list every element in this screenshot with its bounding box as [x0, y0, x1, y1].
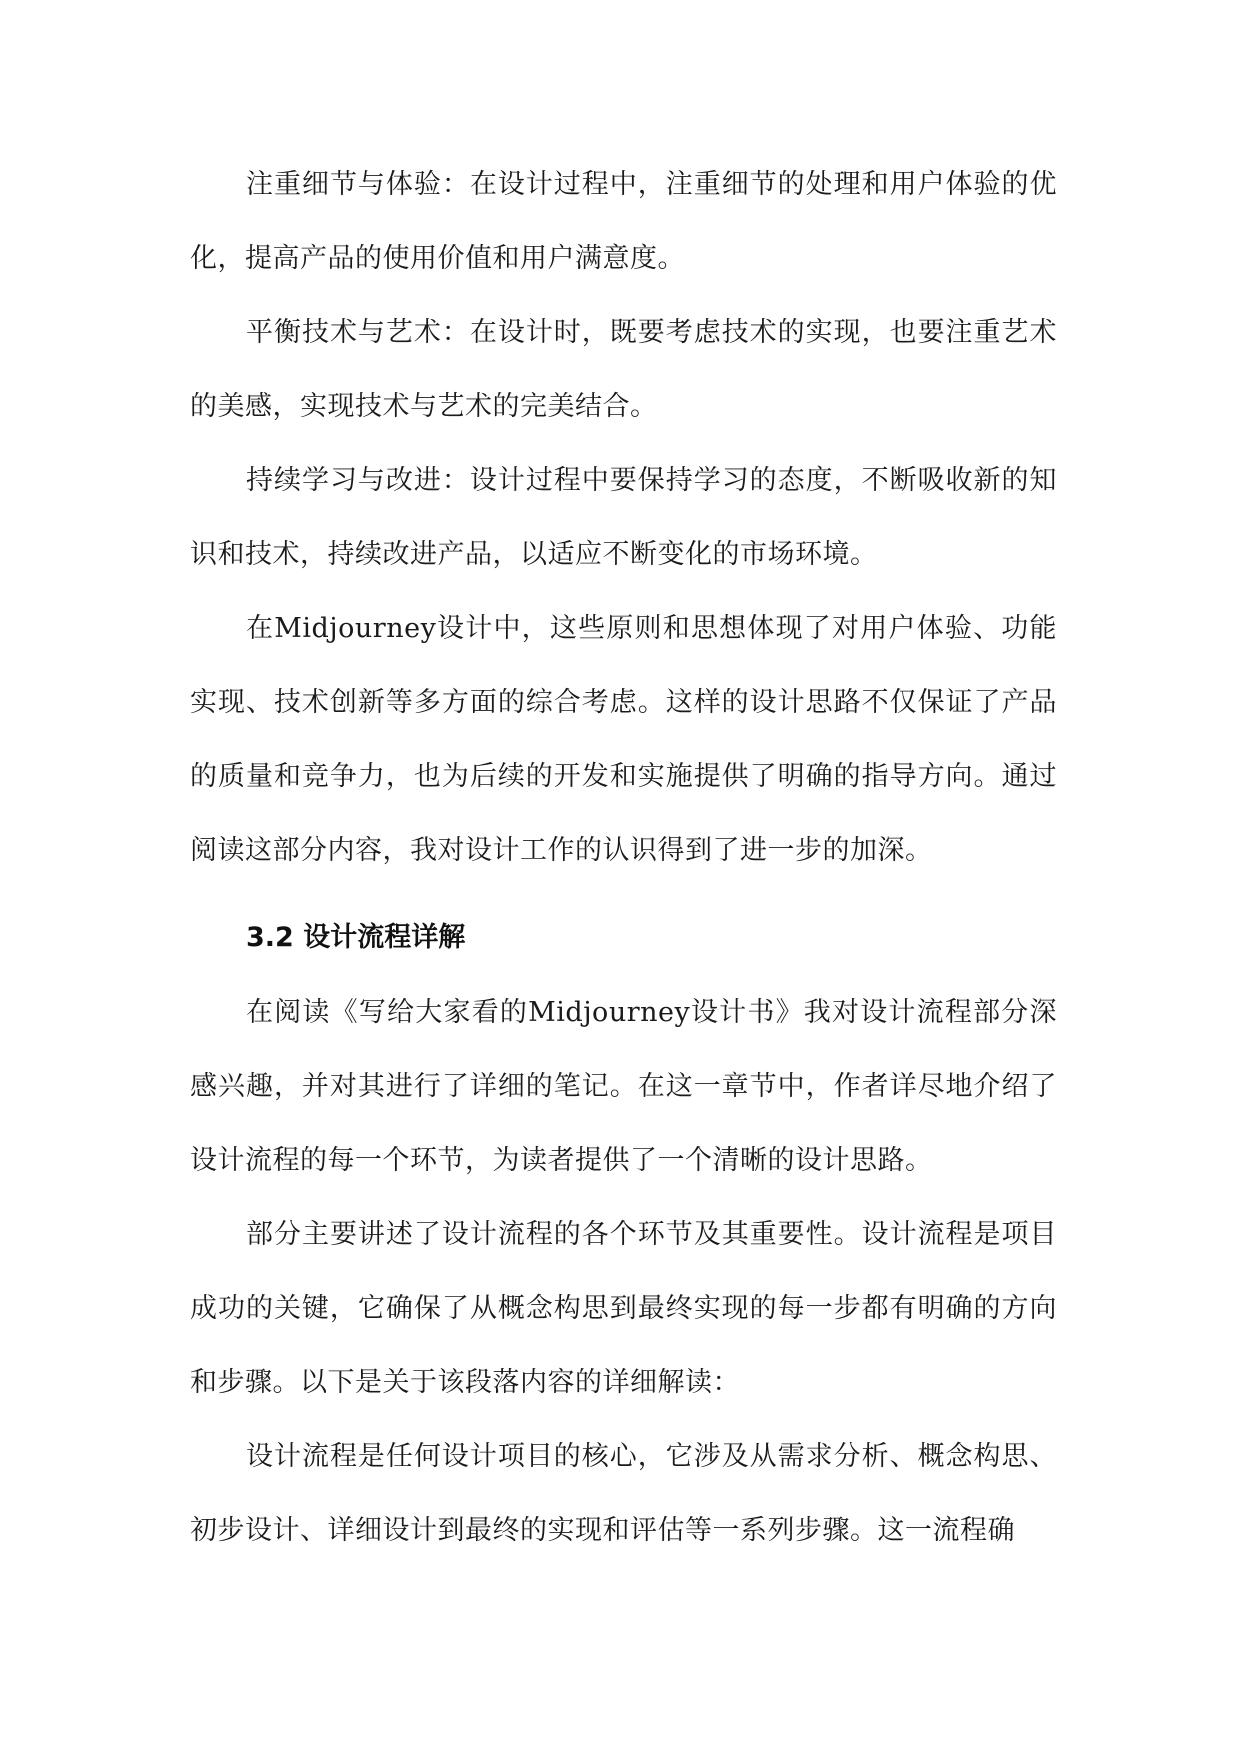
- section-heading: 3.2 设计流程详解: [246, 922, 466, 953]
- paragraph-process-core: 设计流程是任何设计项目的核心，它涉及从需求分析、概念构思、初步设计、详细设计到最终的实现和评估等一系列步骤。这一流程确: [190, 1441, 1057, 1546]
- paragraph-tech-art: 平衡技术与艺术：在设计时，既要考虑技术的实现，也要注重艺术的美感，实现技术与艺术的完美结合。: [190, 317, 1057, 422]
- paragraph-reading-notes: 在阅读《写给大家看的Midjourney设计书》我对设计流程部分深感兴趣，并对其进行了详细的笔记。在这一章节中，作者详尽地介绍了设计流程的每一个环节，为读者提供了一个清晰的设计思路。: [190, 997, 1057, 1176]
- paragraph-detail-experience: 注重细节与体验：在设计过程中，注重细节的处理和用户体验的优化，提高产品的使用价值和用户满意度。: [190, 169, 1057, 274]
- paragraph-continuous-learning: 持续学习与改进：设计过程中要保持学习的态度，不断吸收新的知识和技术，持续改进产品，以适应不断变化的市场环境。: [190, 465, 1057, 570]
- document-body: [190, 148, 1057, 1568]
- paragraph-process-importance: 部分主要讲述了设计流程的各个环节及其重要性。设计流程是项目成功的关键，它确保了从概念构思到最终实现的每一步都有明确的方向和步骤。以下是关于该段落内容的详细解读：: [190, 1219, 1057, 1398]
- paragraph-midjourney-summary: 在Midjourney设计中，这些原则和思想体现了对用户体验、功能实现、技术创新等多方面的综合考虑。这样的设计思路不仅保证了产品的质量和竞争力，也为后续的开发和实施提供了明确的指导方向。通过阅读这部分内容，我对设计工作的认识得到了进一步的加深。: [190, 613, 1057, 866]
